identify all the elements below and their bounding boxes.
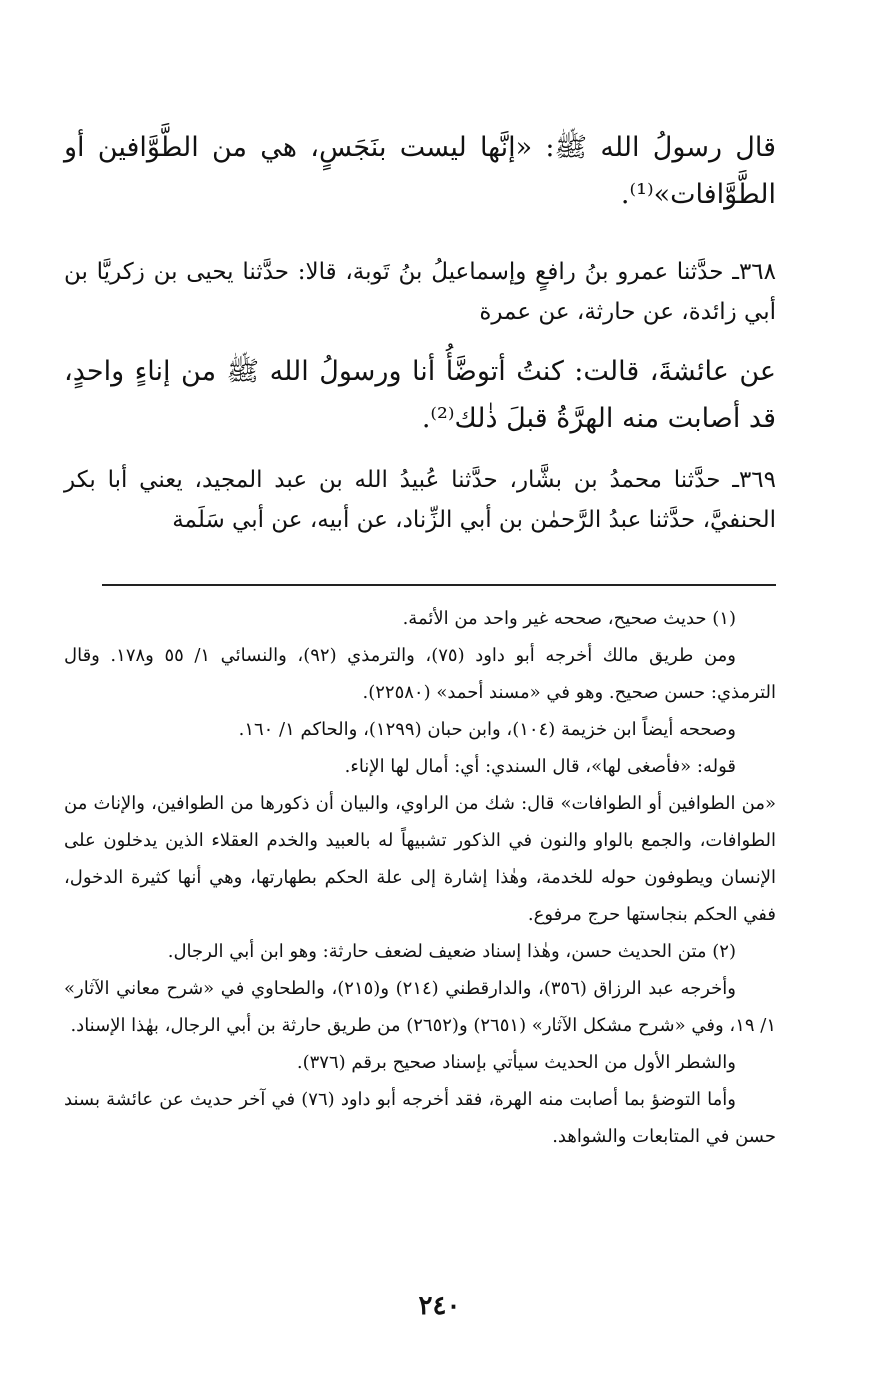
footnotes — [64, 600, 776, 1155]
footnote-1-tashih: وصححه أيضاً ابن خزيمة (١٠٤)، وابن حبان (١٢٩٩)، والحاكم ١/ ١٦٠. — [238, 719, 736, 740]
footnote-2-takhrij: وأخرجه عبد الرزاق (٣٥٦)، والدارقطني (٢١٤) و(٢١٥)، والطحاوي في «شرح معاني الآثار» ١/ ١٩، وفي «شرح مشكل الآثار» (٢٦٥١) و(٢٦٥٢) من طريق حارثة بن أبي الرجال، بهٰذا الإسناد. — [64, 978, 776, 1036]
page-number: ٢٤٠ — [418, 1291, 461, 1321]
hadith-369-chain: ٣٦٩ـ حدَّثنا محمدُ بن بشَّار، حدَّثنا عُبيدُ الله بن عبد المجيد، يعني أبا بكر الحنفيَّ، حدَّثنا عبدُ الرَّحمٰن بن أبي الزِّناد، عن أبيه، عن أبي سَلَمة — [64, 467, 776, 533]
footnote-1-explanation: «من الطوافين أو الطوافات» قال: شك من الراوي، والبيان أن ذكورها من الطوافين، والإناث من الطوافات، والجمع بالواو والنون في الذكور تشبيهاً له بالعبيد والخدم العقلاء الذين يدخلون على الإنسان ويطوفون حوله للخدمة، وهٰذا إشارة إلى علة الحكم بطهارتها، وهي أنها كثيرة الدخول، ففي الحكم بنجاستها حرج مرفوع. — [64, 793, 776, 925]
footnote-1-takhrij: ومن طريق مالك أخرجه أبو داود (٧٥)، والترمذي (٩٢)، والنسائي ١/ ٥٥ و١٧٨. وقال الترمذي: حسن صحيح. وهو في «مسند أحمد» (٢٢٥٨٠). — [64, 645, 776, 703]
footnote-1: (١) حديث صحيح، صححه غير واحد من الأئمة. — [402, 608, 736, 629]
footnote-1-sindi: قوله: «فأصغى لها»، قال السندي: أي: أمال لها الإناء. — [344, 756, 736, 777]
footnote-2-tawaddu: وأما التوضؤ بما أصابت منه الهرة، فقد أخرجه أبو داود (٧٦) في آخر حديث عن عائشة بسند حسن في المتابعات والشواهد. — [64, 1089, 776, 1147]
main-paragraph-1: قال رسولُ الله ﷺ: «إنَّها ليست بنَجَسٍ، هي من الطَّوَّافين أو الطَّوَّافات»⁽¹⁾. — [64, 132, 776, 210]
footnote-2: (٢) متن الحديث حسن، وهٰذا إسناد ضعيف لضعف حارثة: وهو ابن أبي الرجال. — [167, 941, 736, 962]
footnote-separator — [102, 584, 776, 586]
hadith-368-chain: ٣٦٨ـ حدَّثنا عمرو بنُ رافعٍ وإسماعيلُ بنُ تَوبة، قالا: حدَّثنا يحيى بن زكريَّا بن أبي زائدة، عن حارثة، عن عمرة — [64, 259, 776, 325]
hadith-368-matn: عن عائشةَ، قالت: كنتُ أتوضَّأُ أنا ورسولُ الله ﷺ من إناءٍ واحدٍ، قد أصابت منه الهرَّةُ قبلَ ذٰلك⁽²⁾. — [64, 356, 776, 434]
main-text — [64, 124, 776, 540]
footnote-2-shatr: والشطر الأول من الحديث سيأتي بإسناد صحيح برقم (٣٧٦). — [296, 1052, 736, 1073]
